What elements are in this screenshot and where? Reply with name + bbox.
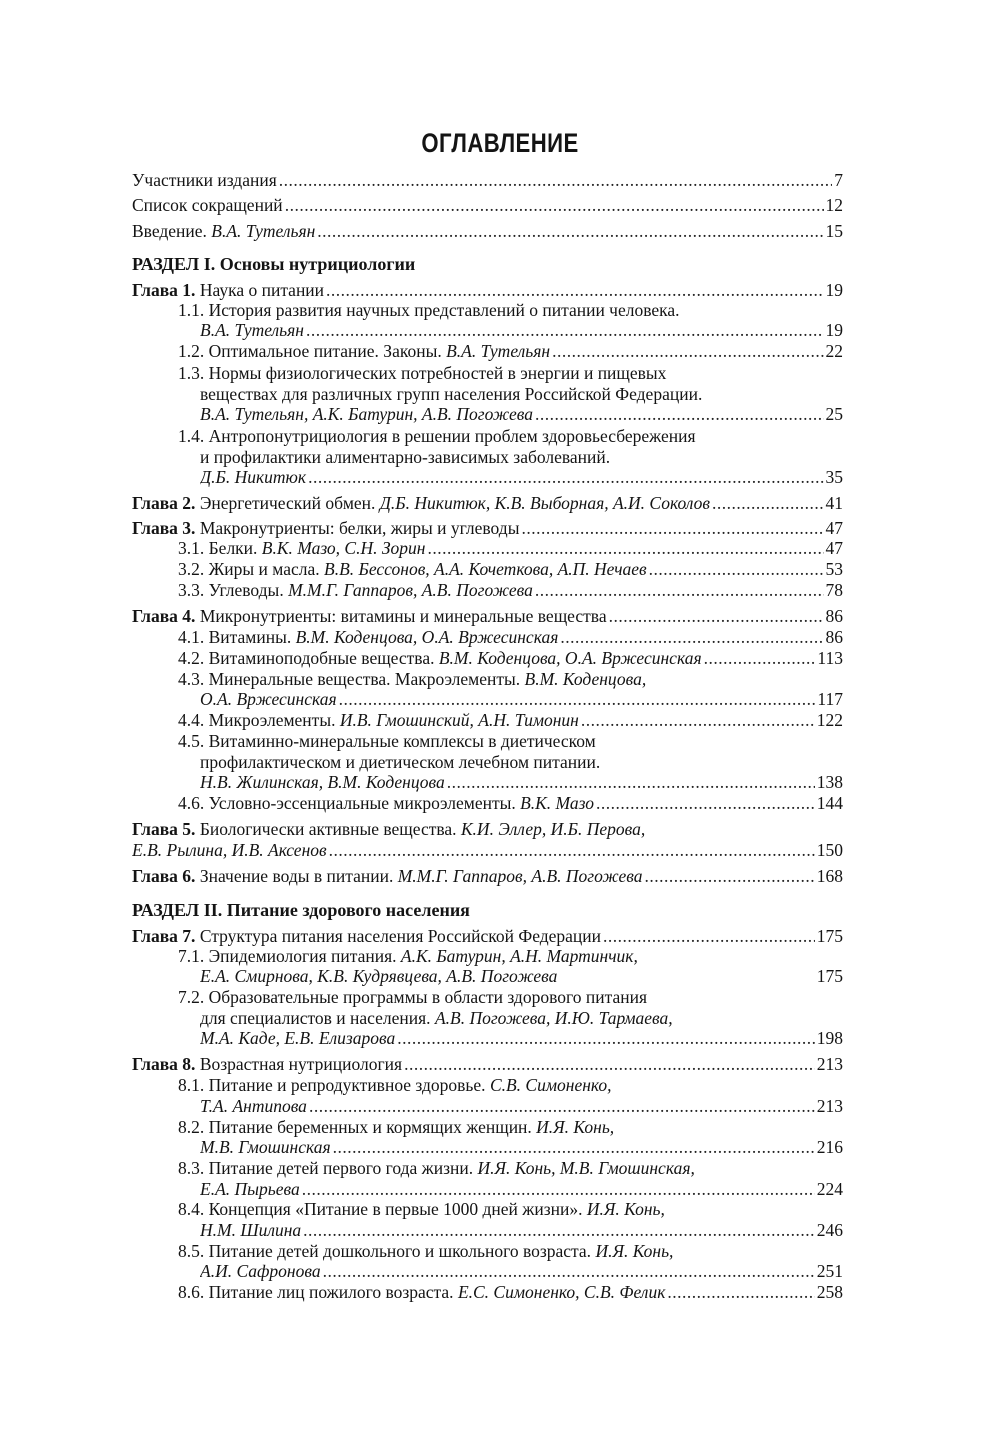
entry-author: А.К. Батурин, А.Н. Мартинчик, [400, 946, 638, 966]
toc-subentry-7-2[interactable] [200, 1027, 843, 1049]
toc-chapter-6[interactable] [132, 865, 843, 887]
leader-dots [309, 1095, 815, 1117]
entry-title: 4.1. Витамины. [178, 627, 296, 647]
toc-chapter-8[interactable] [132, 1053, 843, 1075]
entry-title: 4.3. Минеральные вещества. Макроэлементы. [178, 669, 525, 689]
toc-subentry-1-3[interactable] [200, 403, 843, 425]
toc-chapter-4[interactable] [132, 605, 843, 627]
toc-chapter-2[interactable] [132, 492, 843, 514]
page-number: 216 [816, 1137, 843, 1157]
toc-chapter-1[interactable] [132, 279, 843, 301]
section-heading-1: РАЗДЕЛ I. Основы нутрициологии [132, 254, 416, 274]
page-number: 12 [825, 195, 843, 215]
toc-subentry-1-1-line1[interactable]: 1.1. История развития научных представлений о питании человека. [178, 300, 680, 320]
entry-title: 8.5. Питание детей дошкольного и школьного возраста. [178, 1241, 596, 1261]
leader-dots [596, 792, 815, 814]
entry-author: И.Я. Конь, [586, 1199, 665, 1219]
entry-title: для специалистов и населения. [200, 1008, 435, 1028]
toc-subentry-3-2[interactable] [178, 558, 843, 580]
page-number: 113 [817, 648, 843, 668]
entry-author: А.И. Сафронова [200, 1261, 321, 1281]
entry-author: М.М.Г. Гаппаров, А.В. Погожева [288, 580, 533, 600]
toc-entry-introduction[interactable] [132, 220, 843, 242]
entry-title: 8.1. Питание и репродуктивное здоровье. [178, 1075, 490, 1095]
toc-subentry-7-1[interactable] [200, 965, 843, 987]
toc-subentry-4-5-line1[interactable]: 4.5. Витаминно-минеральные комплексы в диетическом [178, 731, 596, 751]
entry-author: В.М. Коденцова, [524, 669, 647, 689]
chapter-label: Глава 8. [132, 1054, 196, 1074]
entry-author: И.Я. Конь, М.В. Гмошинская, [477, 1158, 695, 1178]
entry-title: Список сокращений [132, 195, 283, 215]
leader-dots [603, 925, 815, 947]
toc-subentry-1-4-line2[interactable]: и профилактики алиментарно-зависимых заболеваний. [200, 447, 611, 467]
page-number: 86 [825, 606, 843, 626]
entry-author: И.В. Гмошинский, А.Н. Тимонин [339, 710, 579, 730]
entry-title: Введение. [132, 221, 212, 241]
leader-dots [308, 466, 823, 488]
entry-author: С.В. Симоненко, [489, 1075, 612, 1095]
entry-title: 3.2. Жиры и масла. [178, 559, 325, 579]
chapter-title: Структура питания населения Российской Федерации [195, 926, 602, 946]
chapter-label: Глава 5. [132, 819, 196, 839]
toc-subentry-8-3-line1[interactable] [178, 1157, 843, 1179]
entry-author: Д.Б. Никитюк, К.В. Выборная, А.И. Соколов [379, 493, 710, 513]
entry-author: Е.В. Рылина, И.В. Аксенов [132, 840, 327, 860]
toc-subentry-3-1[interactable] [178, 537, 843, 559]
page-number: 78 [825, 580, 843, 600]
entry-title: 4.4. Микроэлементы. [178, 710, 340, 730]
entry-author: В.А. Тутельян [200, 320, 304, 340]
page-number: 41 [825, 493, 843, 513]
entry-author: В.А. Тутельян [211, 221, 316, 241]
entry-title: 8.4. Концепция «Питание в первые 1000 дней жизни». [178, 1199, 587, 1219]
leader-dots [279, 169, 832, 191]
toc-subentry-8-2-line1[interactable] [178, 1116, 843, 1138]
leader-dots [306, 319, 824, 341]
leader-dots [667, 1281, 814, 1303]
leader-dots [447, 771, 815, 793]
page-number: 168 [816, 866, 843, 886]
chapter-title: Наука о питании [195, 280, 325, 300]
toc-subentry-7-2-line2[interactable] [200, 1007, 843, 1029]
toc-subentry-8-3[interactable] [200, 1178, 843, 1200]
entry-title: 8.2. Питание беременных и кормящих женщин. [178, 1117, 537, 1137]
leader-dots [535, 579, 824, 601]
toc-subentry-8-1[interactable] [200, 1095, 843, 1117]
chapter-label: Глава 3. [132, 518, 196, 538]
toc-subentry-3-3[interactable] [178, 579, 843, 601]
entry-title: Участники издания [132, 170, 277, 190]
page-number: 213 [816, 1054, 843, 1074]
entry-author: Д.Б. Никитюк [200, 467, 307, 487]
entry-author: В.А. Тутельян [446, 341, 551, 361]
page-number: 22 [825, 341, 843, 361]
page-number: 258 [816, 1282, 843, 1302]
page-number: 117 [817, 689, 843, 709]
page-number: 47 [825, 538, 843, 558]
chapter-title: Энергетический обмен. [195, 493, 380, 513]
page-title: ОГЛАВЛЕНИЕ [421, 128, 579, 158]
toc-subentry-1-4[interactable] [200, 466, 843, 488]
toc-subentry-7-2-line1[interactable]: 7.2. Образовательные программы в области здорового питания [178, 987, 647, 1007]
entry-title: 1.2. Оптимальное питание. Законы. [178, 341, 447, 361]
chapter-title: Макронутриенты: белки, жиры и углеводы [195, 518, 520, 538]
section-heading-2: РАЗДЕЛ II. Питание здорового населения [132, 900, 470, 920]
leader-dots [521, 517, 823, 539]
entry-title: 4.2. Витаминоподобные вещества. [178, 648, 439, 668]
leader-dots [333, 1136, 815, 1158]
leader-dots [323, 1260, 815, 1282]
leader-dots [317, 220, 823, 242]
leader-dots [404, 1053, 815, 1075]
toc-subentry-4-1[interactable] [178, 626, 843, 648]
leader-dots [535, 403, 824, 425]
entry-author: Н.М. Шилина [200, 1220, 302, 1240]
toc-subentry-4-3-line1[interactable] [178, 668, 843, 690]
toc-subentry-8-1-line1[interactable] [178, 1074, 843, 1096]
page-number: 224 [816, 1179, 843, 1199]
entry-author: М.А. Каде, Е.В. Елизарова [200, 1028, 396, 1048]
entry-author: И.Я. Конь, [536, 1117, 615, 1137]
entry-title: 8.3. Питание детей первого года жизни. [178, 1158, 478, 1178]
page-number: 138 [816, 772, 843, 792]
toc-chapter-7[interactable] [132, 925, 843, 947]
entry-author: М.В. Гмошинская [200, 1137, 331, 1157]
entry-author: М.М.Г. Гаппаров, А.В. Погожева [397, 866, 643, 886]
toc-chapter-5[interactable] [132, 839, 843, 861]
toc-subentry-8-6[interactable] [178, 1281, 843, 1303]
chapter-label: Глава 4. [132, 606, 196, 626]
leader-dots [704, 647, 816, 669]
chapter-title: Биологически активные вещества. [195, 819, 461, 839]
page-number: 150 [816, 840, 843, 860]
toc-subentry-7-1-line1[interactable] [178, 945, 843, 967]
entry-author: В.К. Мазо [520, 793, 594, 813]
toc-subentry-4-5-line2[interactable]: профилактическом и диетическом лечебном питании. [200, 752, 601, 772]
toc-subentry-1-4-line1[interactable]: 1.4. Антропонутрициология в решении проблем здоровьесбережения [178, 426, 696, 446]
entry-author: В.М. Коденцова, О.А. Вржесинская [438, 648, 702, 668]
entry-author: В.В. Бессонов, А.А. Кочеткова, А.П. Нечаев [324, 559, 647, 579]
toc-subentry-4-4[interactable] [178, 709, 843, 731]
page-number: 246 [816, 1220, 843, 1240]
entry-author: Е.С. Симоненко, С.В. Фелик [457, 1282, 666, 1302]
page-number: 53 [825, 559, 843, 579]
page-number: 47 [825, 518, 843, 538]
leader-dots [560, 626, 823, 648]
leader-dots [649, 558, 824, 580]
page-number: 25 [825, 404, 843, 424]
leader-dots [552, 340, 823, 362]
entry-author: Е.А. Пырьева [200, 1179, 300, 1199]
page-number: 251 [816, 1261, 843, 1281]
page-number: 144 [816, 793, 843, 813]
chapter-title: Возрастная нутрициология [195, 1054, 403, 1074]
toc-subentry-8-4-line1[interactable] [178, 1198, 843, 1220]
leader-dots [326, 279, 823, 301]
leader-dots [285, 194, 824, 216]
entry-author: В.М. Коденцова, О.А. Вржесинская [295, 627, 559, 647]
toc-subentry-1-1[interactable] [200, 319, 843, 341]
page-number: 86 [825, 627, 843, 647]
page-number: 19 [825, 280, 843, 300]
toc-chapter-3[interactable] [132, 517, 843, 539]
toc-subentry-4-6[interactable] [178, 792, 843, 814]
page-number: 122 [816, 710, 843, 730]
leader-dots [329, 839, 815, 861]
toc-chapter-5-line1[interactable] [132, 818, 843, 840]
page-number: 198 [816, 1028, 843, 1048]
chapter-label: Глава 6. [132, 866, 196, 886]
entry-title: 8.6. Питание лиц пожилого возраста. [178, 1282, 458, 1302]
page-number: 213 [816, 1096, 843, 1116]
leader-dots [427, 537, 823, 559]
toc-subentry-4-5[interactable] [200, 771, 843, 793]
toc-entry-participants[interactable] [132, 169, 843, 191]
toc-subentry-8-5[interactable] [200, 1260, 843, 1282]
toc-subentry-4-3[interactable] [200, 688, 843, 710]
page-number: 175 [816, 926, 843, 946]
entry-title: 3.3. Углеводы. [178, 580, 289, 600]
leader-dots [581, 709, 815, 731]
chapter-title: Значение воды в питании. [195, 866, 398, 886]
leader-dots [644, 865, 814, 887]
page-number: 19 [825, 320, 843, 340]
leader-dots [397, 1027, 815, 1049]
leader-dots [609, 605, 824, 627]
entry-author: К.И. Эллер, И.Б. Перова, [460, 819, 646, 839]
toc-subentry-1-2[interactable] [178, 340, 843, 362]
toc-subentry-1-3-line1[interactable]: 1.3. Нормы физиологических потребностей в энергии и пищевых [178, 363, 667, 383]
toc-subentry-8-5-line1[interactable] [178, 1240, 843, 1262]
chapter-label: Глава 1. [132, 280, 196, 300]
entry-author: О.А. Вржесинская [200, 689, 337, 709]
leader-dots [303, 1219, 815, 1241]
toc-subentry-4-2[interactable] [178, 647, 843, 669]
page-number: 35 [825, 467, 843, 487]
leader-dots [712, 492, 824, 514]
toc-subentry-8-4[interactable] [200, 1219, 843, 1241]
entry-author: В.А. Тутельян, А.К. Батурин, А.В. Погожева [200, 404, 533, 424]
entry-title: 7.1. Эпидемиология питания. [178, 946, 401, 966]
leader-dots [302, 1178, 815, 1200]
toc-entry-abbreviations[interactable] [132, 194, 843, 216]
page-number: 7 [834, 170, 843, 190]
chapter-label: Глава 2. [132, 493, 196, 513]
entry-author: В.К. Мазо, С.Н. Зорин [261, 538, 426, 558]
entry-title: 3.1. Белки. [178, 538, 262, 558]
leader-dots [339, 688, 816, 710]
toc-subentry-1-3-line2[interactable]: веществах для различных групп населения Российской Федерации. [200, 384, 703, 404]
entry-author: И.Я. Конь, [595, 1241, 674, 1261]
entry-author: Н.В. Жилинская, В.М. Коденцова [200, 772, 445, 792]
entry-title: 4.6. Условно-эссенциальные микроэлементы. [178, 793, 521, 813]
chapter-label: Глава 7. [132, 926, 196, 946]
entry-author: Т.А. Антипова [200, 1096, 307, 1116]
page-number: 175 [816, 966, 843, 986]
entry-author: Е.А. Смирнова, К.В. Кудрявцева, А.В. Погожева [200, 966, 558, 986]
chapter-title: Микронутриенты: витамины и минеральные вещества [195, 606, 607, 626]
toc-subentry-8-2[interactable] [200, 1136, 843, 1158]
page-number: 15 [825, 221, 843, 241]
entry-author: А.В. Погожева, И.Ю. Тармаева, [434, 1008, 673, 1028]
